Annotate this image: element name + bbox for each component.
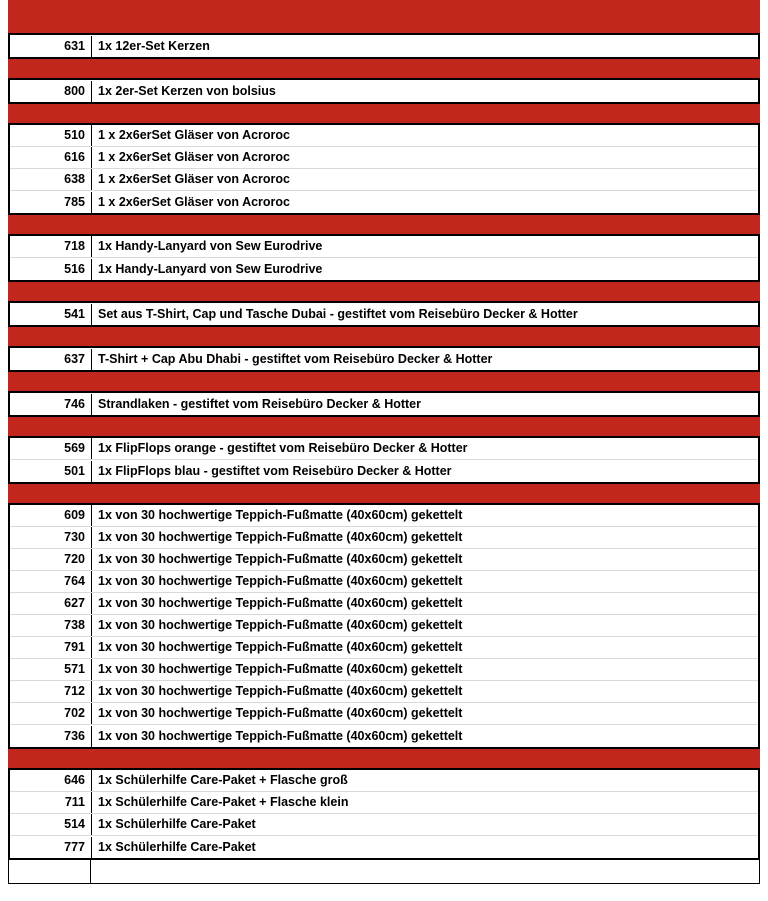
prize-description: 1x von 30 hochwertige Teppich-Fußmatte (40x60cm) gekettelt: [98, 574, 463, 588]
table-row[interactable]: [10, 836, 758, 858]
table-row[interactable]: [10, 659, 758, 681]
table-row[interactable]: [10, 191, 758, 213]
table-row[interactable]: [10, 438, 758, 460]
prize-description: 1x Schülerhilfe Care-Paket: [98, 839, 256, 854]
accent-band: [8, 327, 760, 346]
ticket-number: 711: [10, 792, 92, 813]
prize-description: 1x von 30 hochwertige Teppich-Fußmatte (40x60cm) gekettelt: [98, 618, 463, 632]
table-row[interactable]: [10, 571, 758, 593]
table-row[interactable]: [10, 681, 758, 703]
ticket-number: 720: [10, 549, 92, 570]
ticket-number: 627: [10, 593, 92, 614]
ticket-number: 638: [10, 169, 92, 190]
prize-group: [8, 234, 760, 282]
table-row[interactable]: [10, 169, 758, 191]
table-row[interactable]: [10, 460, 758, 482]
table-row[interactable]: [10, 348, 758, 370]
prize-description: Strandlaken - gestiftet vom Reisebüro Decker & Hotter: [98, 396, 421, 411]
accent-band: [8, 417, 760, 436]
accent-band: [8, 14, 760, 33]
prize-description: 1x 12er-Set Kerzen: [98, 38, 210, 53]
ticket-number: 730: [10, 527, 92, 548]
prize-description: 1 x 2x6erSet Gläser von Acroroc: [98, 150, 290, 164]
accent-band: [8, 749, 760, 768]
prize-description: 1x Handy-Lanyard von Sew Eurodrive: [98, 261, 323, 276]
prize-description: 1x FlipFlops blau - gestiftet vom Reisebüro Decker & Hotter: [98, 463, 452, 478]
prize-group: [8, 768, 760, 860]
table-row[interactable]: [10, 125, 758, 147]
prize-description: 1x von 30 hochwertige Teppich-Fußmatte (40x60cm) gekettelt: [98, 728, 463, 743]
table-row[interactable]: [10, 615, 758, 637]
ticket-number: 514: [10, 814, 92, 835]
ticket-number: 785: [10, 192, 92, 213]
accent-band: [8, 484, 760, 503]
ticket-number: 718: [10, 236, 92, 257]
table-row[interactable]: [10, 703, 758, 725]
ticket-number: 510: [10, 125, 92, 146]
top-accent-strip: [8, 0, 760, 14]
prize-table-footer: [8, 860, 760, 884]
prize-description: 1 x 2x6erSet Gläser von Acroroc: [98, 172, 290, 186]
table-row[interactable]: [10, 814, 758, 836]
ticket-number: 541: [10, 304, 92, 325]
prize-description: 1x von 30 hochwertige Teppich-Fußmatte (40x60cm) gekettelt: [98, 684, 463, 698]
prize-group: [8, 301, 760, 327]
prize-description: [91, 860, 759, 883]
table-row[interactable]: [10, 593, 758, 615]
ticket-number: 800: [10, 81, 92, 102]
ticket-number: 712: [10, 681, 92, 702]
prize-group: [8, 503, 760, 749]
prize-description: 1x von 30 hochwertige Teppich-Fußmatte (40x60cm) gekettelt: [98, 530, 463, 544]
prize-description: 1x Schülerhilfe Care-Paket: [98, 817, 256, 831]
table-row[interactable]: [10, 393, 758, 415]
table-row[interactable]: [10, 527, 758, 549]
table-row[interactable]: [10, 303, 758, 325]
accent-band: [8, 282, 760, 301]
table-row[interactable]: [10, 236, 758, 258]
prize-description: T-Shirt + Cap Abu Dhabi - gestiftet vom Reisebüro Decker & Hotter: [98, 351, 493, 366]
ticket-number: 571: [10, 659, 92, 680]
prize-description: 1x FlipFlops orange - gestiftet vom Reisebüro Decker & Hotter: [98, 441, 468, 455]
ticket-number: 702: [10, 703, 92, 724]
ticket-number: 516: [10, 259, 92, 280]
ticket-number: 501: [10, 461, 92, 482]
prize-description: 1x von 30 hochwertige Teppich-Fußmatte (40x60cm) gekettelt: [98, 552, 463, 566]
prize-group: [8, 436, 760, 484]
table-row[interactable]: [10, 505, 758, 527]
accent-band: [8, 215, 760, 234]
ticket-number: 777: [10, 837, 92, 858]
ticket-number: 764: [10, 571, 92, 592]
prize-description: 1x Handy-Lanyard von Sew Eurodrive: [98, 239, 323, 253]
ticket-number: 791: [10, 637, 92, 658]
table-row[interactable]: [10, 147, 758, 169]
table-row[interactable]: [10, 80, 758, 102]
table-row[interactable]: [10, 725, 758, 747]
ticket-number: [9, 860, 91, 883]
table-row[interactable]: [10, 258, 758, 280]
prize-description: Set aus T-Shirt, Cap und Tasche Dubai - gestiftet vom Reisebüro Decker & Hotter: [98, 306, 578, 321]
accent-band: [8, 59, 760, 78]
prize-description: 1x von 30 hochwertige Teppich-Fußmatte (40x60cm) gekettelt: [98, 508, 463, 522]
ticket-number: 631: [10, 36, 92, 57]
prize-blocks-container: [8, 14, 760, 884]
ticket-number: 646: [10, 770, 92, 791]
prize-description: 1 x 2x6erSet Gläser von Acroroc: [98, 194, 290, 209]
prize-group: [8, 33, 760, 59]
prize-group: [8, 78, 760, 104]
prize-group: [8, 346, 760, 372]
accent-band: [8, 372, 760, 391]
prize-description: 1 x 2x6erSet Gläser von Acroroc: [98, 128, 290, 142]
accent-band: [8, 104, 760, 123]
table-row[interactable]: [10, 770, 758, 792]
table-row[interactable]: [10, 637, 758, 659]
ticket-number: 616: [10, 147, 92, 168]
prize-description: 1x von 30 hochwertige Teppich-Fußmatte (40x60cm) gekettelt: [98, 596, 463, 610]
prize-group: [8, 123, 760, 215]
prize-description: 1x Schülerhilfe Care-Paket + Flasche groß: [98, 773, 348, 787]
ticket-number: 569: [10, 438, 92, 459]
prize-description: 1x von 30 hochwertige Teppich-Fußmatte (40x60cm) gekettelt: [98, 662, 463, 676]
ticket-number: 609: [10, 505, 92, 526]
prize-group: [8, 391, 760, 417]
prize-description: 1x von 30 hochwertige Teppich-Fußmatte (40x60cm) gekettelt: [98, 640, 463, 654]
prize-description: 1x Schülerhilfe Care-Paket + Flasche klein: [98, 795, 349, 809]
table-row[interactable]: [10, 792, 758, 814]
ticket-number: 637: [10, 349, 92, 370]
table-row[interactable]: [10, 35, 758, 57]
prize-description: 1x von 30 hochwertige Teppich-Fußmatte (40x60cm) gekettelt: [98, 706, 463, 720]
prize-description: 1x 2er-Set Kerzen von bolsius: [98, 83, 276, 98]
ticket-number: 736: [10, 726, 92, 747]
ticket-number: 746: [10, 394, 92, 415]
table-row[interactable]: [10, 549, 758, 571]
ticket-number: 738: [10, 615, 92, 636]
